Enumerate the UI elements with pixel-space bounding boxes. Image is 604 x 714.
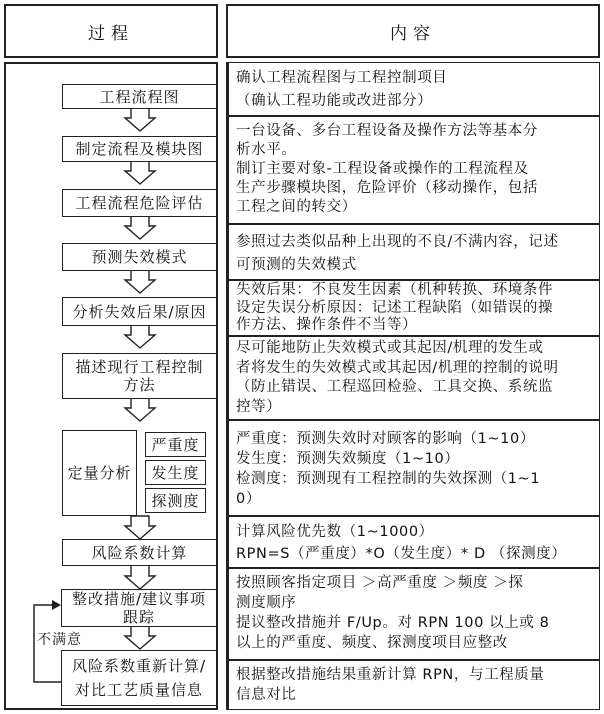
down-arrow-8 xyxy=(125,565,155,589)
step-hazard-assessment: 工程流程危险评估 xyxy=(62,189,217,217)
loop-label: 不满意 xyxy=(36,629,83,649)
down-arrow-2 xyxy=(125,161,155,184)
step-predict-failure-modes: 预测失效模式 xyxy=(62,243,217,271)
content-recalculation: 根据整改措施结果重新计算 RPN，与工程质量 信息对比 xyxy=(228,660,600,710)
step-recalculate-compare: 风险系数重新计算/ 对比工艺质量信息 xyxy=(61,650,217,706)
sub-severity: 严重度 xyxy=(145,432,206,457)
process-header-label: 过程 xyxy=(88,23,134,44)
feedback-arrowhead xyxy=(52,600,61,610)
down-arrow-5 xyxy=(125,325,155,348)
step-process-flow-chart: 工程流程图 xyxy=(62,84,217,109)
down-arrow-9 xyxy=(125,626,155,649)
step-analyze-effects-causes: 分析失效后果/原因 xyxy=(62,297,217,326)
content-failure-modes: 参照过去类似品种上出现的不良/不满内容，记述 可预测的失效模式 xyxy=(228,224,600,280)
content-module-chart: 一台设备、多台工程设备及操作方法等基本分 析水平。 制订主要对象-工程设备或操作的工程流程及 生产步骤模块图，危险评价（移动操作，包括 工程之间的转交） xyxy=(228,116,600,224)
content-current-controls: 尽可能地防止失效模式或其起因/机理的发生或 者将发生的失效模式或其起因/机理的控制的说明 （防止错误、工程巡回检验、工具交换、系统监 控等） xyxy=(228,336,600,420)
down-arrow-1 xyxy=(125,108,155,131)
step-flow-module-chart: 制定流程及模块图 xyxy=(62,136,217,162)
content-rpn: 计算风险优先数（1~1000） RPN=S（严重度）*O（发生度）* D （探测度） xyxy=(228,516,600,568)
down-arrow-7 xyxy=(125,516,155,539)
content-corrective-actions: 按照顾客指定项目 ＞高严重度 ＞频度 ＞探 测度顺序 提议整改措施并 F/Up。对 RPN 100 以上或 8 以上的严重度、频度、探测度项目应整改 xyxy=(228,568,600,660)
down-arrow-4 xyxy=(125,270,155,293)
down-arrow-6 xyxy=(125,398,155,421)
step-risk-calculation: 风险系数计算 xyxy=(62,539,217,566)
content-quantitative: 严重度：预测失效时对顾客的影响（1~10） 发生度：预测失效频度（1~10） 检测度：预测现有工程控制的失效探测（1~1 0） xyxy=(228,420,600,516)
sub-detection: 探测度 xyxy=(145,488,206,513)
content-header-label: 内容 xyxy=(390,23,436,44)
step-corrective-actions: 整改措施/建议事项 跟踪 xyxy=(61,589,217,627)
content-effects-causes: 失效后果：不良发生因素（机种转换、环境条件 设定失误分析原因：记述工程缺陷（如错误的操 作方法、操作条件不当等） xyxy=(228,280,600,336)
sub-occurrence: 发生度 xyxy=(145,460,206,485)
step-quantitative-analysis: 定量分析 xyxy=(62,430,137,516)
step-describe-current-controls: 描述现行工程控制 方法 xyxy=(62,353,217,399)
down-arrow-3 xyxy=(125,216,155,239)
content-flow-chart: 确认工程流程图与工程控制项目 （确认工程功能或改进部分） xyxy=(228,62,600,116)
